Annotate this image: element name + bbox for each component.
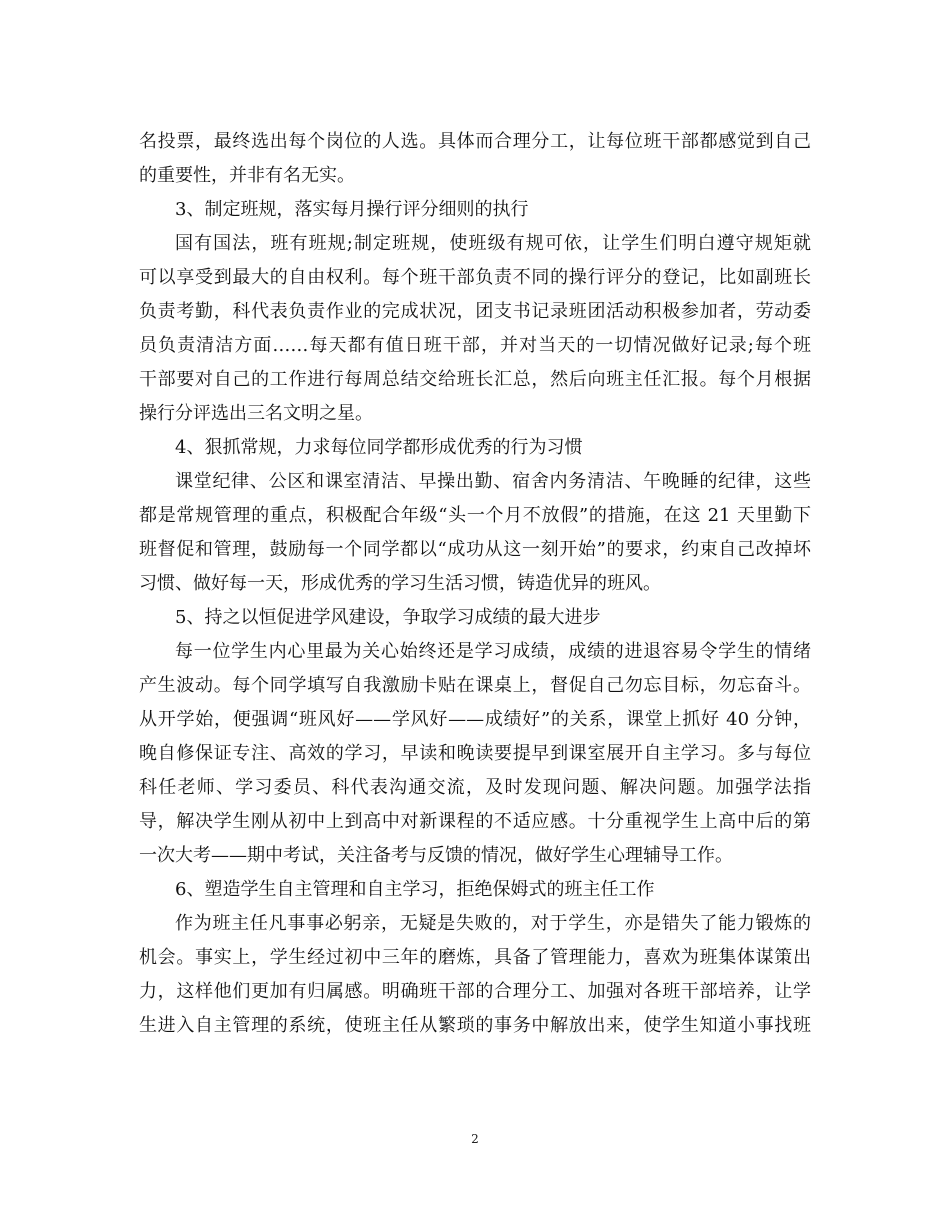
section-heading: 6、塑造学生自主管理和自主学习，拒绝保姆式的班主任工作: [175, 879, 655, 900]
text-line: 作为班主任凡事事必躬亲，无疑是失败的，对于学生，亦是错失了能力锻炼的: [175, 913, 811, 934]
text-line: 班督促和管理，鼓励每一个同学都以“成功从这一刻开始”的要求，约束自己改掉坏: [139, 539, 811, 560]
text-line: 科任老师、学习委员、科代表沟通交流，及时发现问题、解决问题。加强学法指: [139, 777, 811, 798]
text-line: 机会。事实上，学生经过初中三年的磨炼，具备了管理能力，喜欢为班集体谋策出: [139, 947, 811, 968]
section-heading: 4、狠抓常规，力求每位同学都形成优秀的行为习惯: [175, 437, 583, 458]
text-line: 负责考勤，科代表负责作业的完成状况，团支书记录班团活动积极参加者，劳动委: [139, 301, 811, 322]
text-line: 国有国法，班有班规;制定班规，使班级有规可依，让学生们明白遵守规矩就: [175, 233, 811, 254]
text-line: 产生波动。每个同学填写自我激励卡贴在课桌上，督促自己勿忘目标，勿忘奋斗。: [139, 675, 811, 696]
section-heading: 5、持之以恒促进学风建设，争取学习成绩的最大进步: [175, 607, 601, 628]
text-line: 导，解决学生刚从初中上到高中对新课程的不适应感。十分重视学生上高中后的第: [139, 811, 811, 832]
text-line: 干部要对自己的工作进行每周总结交给班长汇总，然后向班主任汇报。每个月根据: [139, 369, 811, 390]
text-line: 每一位学生内心里最为关心始终还是学习成绩，成绩的进退容易令学生的情绪: [175, 641, 811, 662]
text-line: 操行分评选出三名文明之星。: [139, 403, 373, 424]
section-heading: 3、制定班规，落实每月操行评分细则的执行: [175, 199, 529, 220]
text-line: 名投票，最终选出每个岗位的人选。具体而合理分工，让每位班干部都感觉到自己: [139, 131, 811, 152]
text-line: 员负责清洁方面……每天都有值日班干部，并对当天的一切情况做好记录;每个班: [139, 335, 811, 356]
page-number: 2: [471, 1132, 479, 1146]
text-line: 一次大考——期中考试，关注备考与反馈的情况，做好学生心理辅导工作。: [139, 845, 733, 866]
text-line: 可以享受到最大的自由权利。每个班干部负责不同的操行评分的登记，比如副班长: [139, 267, 811, 288]
document-body: [139, 125, 811, 1043]
text-line: 从开学始，便强调“班风好——学风好——成绩好”的关系，课堂上抓好 40 分钟，: [139, 709, 811, 730]
text-line: 习惯、做好每一天，形成优秀的学习生活习惯，铸造优异的班风。: [139, 573, 661, 594]
text-line: 晚自修保证专注、高效的学习，早读和晚读要提早到课室展开自主学习。多与每位: [139, 743, 811, 764]
text-line: 生进入自主管理的系统，使班主任从繁琐的事务中解放出来，使学生知道小事找班: [139, 1015, 811, 1036]
text-line: 的重要性，并非有名无实。: [139, 165, 355, 186]
text-line: 力，这样他们更加有归属感。明确班干部的合理分工、加强对各班干部培养，让学: [139, 981, 811, 1002]
text-line: 课堂纪律、公区和课室清洁、早操出勤、宿舍内务清洁、午晚睡的纪律，这些: [175, 471, 811, 492]
text-line: 都是常规管理的重点，积极配合年级“头一个月不放假”的措施，在这 21 天里勤下: [139, 505, 811, 526]
